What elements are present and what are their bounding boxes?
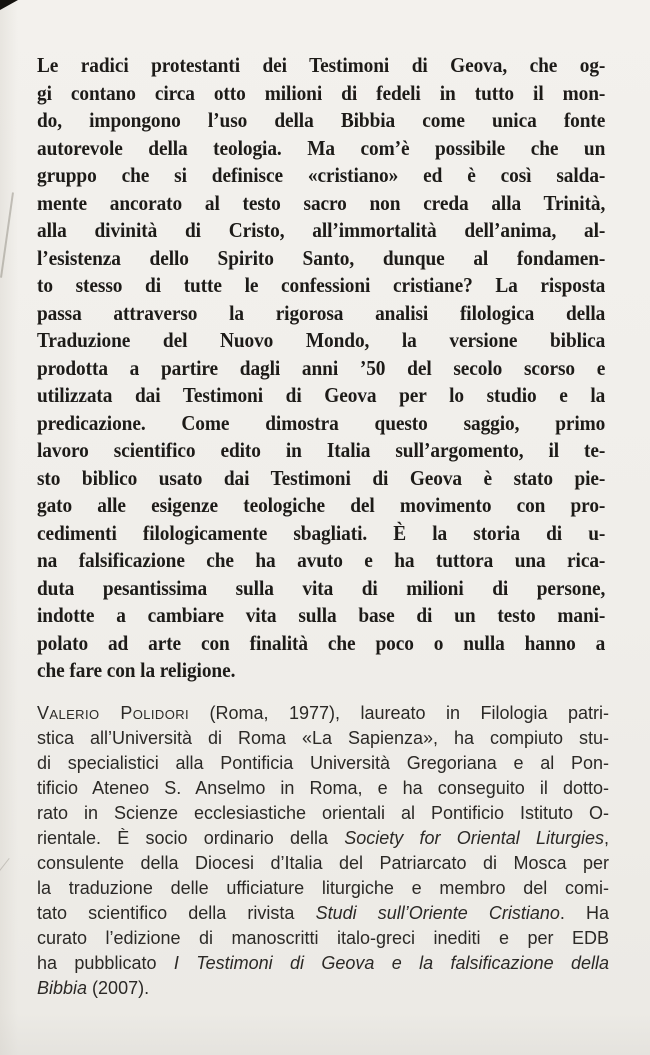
text-segment: do, impongono l’uso della Bibbia come unica fonte bbox=[37, 108, 606, 132]
text-segment: rato in Scienze ecclesiastiche orientali al Pontificio Istituto O- bbox=[37, 802, 609, 823]
text-line bbox=[37, 776, 609, 801]
text-line bbox=[37, 801, 609, 826]
text-line bbox=[37, 382, 605, 410]
text-line bbox=[37, 80, 605, 108]
text-segment: cedimenti filologicamente sbagliati. È la storia di u- bbox=[37, 520, 606, 545]
text-line bbox=[37, 876, 609, 901]
text-line bbox=[37, 657, 605, 685]
text-segment: tato scientifico della rivista bbox=[37, 902, 316, 923]
text-segment: polato ad arte con finalità che poco o nulla hanno a bbox=[37, 630, 606, 655]
text-segment: stica all’Università di Roma «La Sapienza», ha compiuto stu- bbox=[37, 727, 609, 748]
text-segment: rientale. È socio ordinario della bbox=[37, 827, 345, 848]
text-segment-italic: Society for Oriental Liturgies bbox=[344, 827, 604, 848]
text-line bbox=[37, 602, 605, 630]
author-bio-paragraph bbox=[37, 701, 610, 1001]
text-segment: (Roma, 1977), laureato in Filologia patri- bbox=[189, 702, 609, 723]
text-line bbox=[37, 901, 609, 926]
text-line bbox=[37, 826, 609, 851]
text-line bbox=[37, 701, 609, 726]
text-line bbox=[37, 217, 605, 245]
text-segment: curato l’edizione di manoscritti italo-greci inediti e per EDB bbox=[37, 927, 609, 948]
text-line bbox=[37, 190, 605, 218]
text-segment-smallcaps: Valerio Polidori bbox=[37, 702, 190, 723]
text-line bbox=[37, 751, 609, 776]
text-line bbox=[37, 300, 605, 328]
text-line bbox=[37, 327, 605, 355]
text-line bbox=[37, 272, 605, 300]
text-segment: utilizzata dai Testimoni di Geova per lo studio e la bbox=[37, 383, 606, 407]
text-segment: predicazione. Come dimostra questo saggio, primo bbox=[37, 410, 606, 435]
text-segment: indotte a cambiare vita sulla base di un testo mani- bbox=[37, 603, 606, 627]
text-segment: to stesso di tutte le confessioni cristiane? La risposta bbox=[37, 273, 606, 297]
paper-crease-mark bbox=[0, 192, 13, 277]
text-segment: (2007). bbox=[87, 977, 150, 998]
text-segment: l’esistenza dello Spirito Santo, dunque al fondamen- bbox=[37, 245, 606, 270]
scan-corner-artifact bbox=[0, 0, 18, 10]
text-line bbox=[37, 492, 605, 520]
text-segment: tificio Ateneo S. Anselmo in Roma, e ha conseguito il dotto- bbox=[37, 777, 609, 798]
text-line bbox=[37, 520, 605, 548]
text-segment: duta pesantissima sulla vita di milioni di persone, bbox=[37, 575, 606, 600]
text-segment: di specialistici alla Pontificia Università Gregoriana e al Pon- bbox=[37, 752, 609, 773]
text-line bbox=[37, 851, 609, 876]
text-line bbox=[37, 976, 609, 1001]
text-segment: che fare con la religione. bbox=[37, 658, 236, 682]
text-segment: gato alle esigenze teologiche del movimento con pro- bbox=[37, 493, 606, 517]
text-line bbox=[37, 575, 605, 603]
text-segment: Le radici protestanti dei Testimoni di Geova, che og- bbox=[37, 53, 606, 77]
synopsis-paragraph bbox=[37, 52, 605, 685]
text-segment-italic: Studi sull’Oriente Cristiano bbox=[315, 902, 560, 923]
text-line bbox=[37, 465, 605, 493]
text-segment: lavoro scientifico edito in Italia sull’argomento, il te- bbox=[37, 438, 606, 462]
text-segment: la traduzione delle ufficiature liturgiche e membro del comi- bbox=[37, 877, 609, 898]
text-segment: sto biblico usato dai Testimoni di Geova è stato pie- bbox=[37, 465, 606, 490]
text-segment: . Ha bbox=[559, 902, 610, 923]
text-line bbox=[37, 410, 605, 438]
text-line bbox=[37, 926, 609, 951]
text-segment: mente ancorato al testo sacro non creda alla Trinità, bbox=[37, 190, 606, 215]
text-line bbox=[37, 630, 605, 658]
text-line bbox=[37, 107, 605, 135]
text-segment: , bbox=[603, 827, 609, 848]
text-line bbox=[37, 135, 605, 163]
text-line bbox=[37, 547, 605, 575]
text-line bbox=[37, 437, 605, 465]
text-block bbox=[37, 52, 610, 1001]
text-line bbox=[37, 726, 609, 751]
text-segment: consulente della Diocesi d’Italia del Patriarcato di Mosca per bbox=[37, 852, 609, 873]
text-line bbox=[37, 245, 605, 273]
text-segment-italic: Bibbia bbox=[37, 977, 88, 998]
text-segment: alla divinità di Cristo, all’immortalità dell’anima, al- bbox=[37, 218, 606, 242]
text-line bbox=[37, 355, 605, 383]
text-segment: gi contano circa otto milioni di fedeli in tutto il mon- bbox=[37, 80, 606, 105]
text-segment-italic: I Testimoni di Geova e la falsificazione della bbox=[173, 952, 609, 973]
text-segment: Traduzione del Nuovo Mondo, la versione biblica bbox=[37, 328, 606, 352]
text-segment: na falsificazione che ha avuto e ha tuttora una rica- bbox=[37, 548, 606, 572]
paper-crease-mark bbox=[0, 858, 10, 876]
text-line bbox=[37, 951, 609, 976]
text-segment: gruppo che si definisce «cristiano» ed è così salda- bbox=[37, 163, 606, 187]
text-segment: ha pubblicato bbox=[37, 952, 174, 973]
text-line bbox=[37, 162, 605, 190]
text-segment: prodotta a partire dagli anni ’50 del secolo scorso e bbox=[37, 355, 606, 380]
text-segment: passa attraverso la rigorosa analisi filologica della bbox=[37, 300, 606, 325]
text-segment: autorevole della teologia. Ma com’è possibile che un bbox=[37, 135, 606, 160]
text-line bbox=[37, 52, 605, 80]
